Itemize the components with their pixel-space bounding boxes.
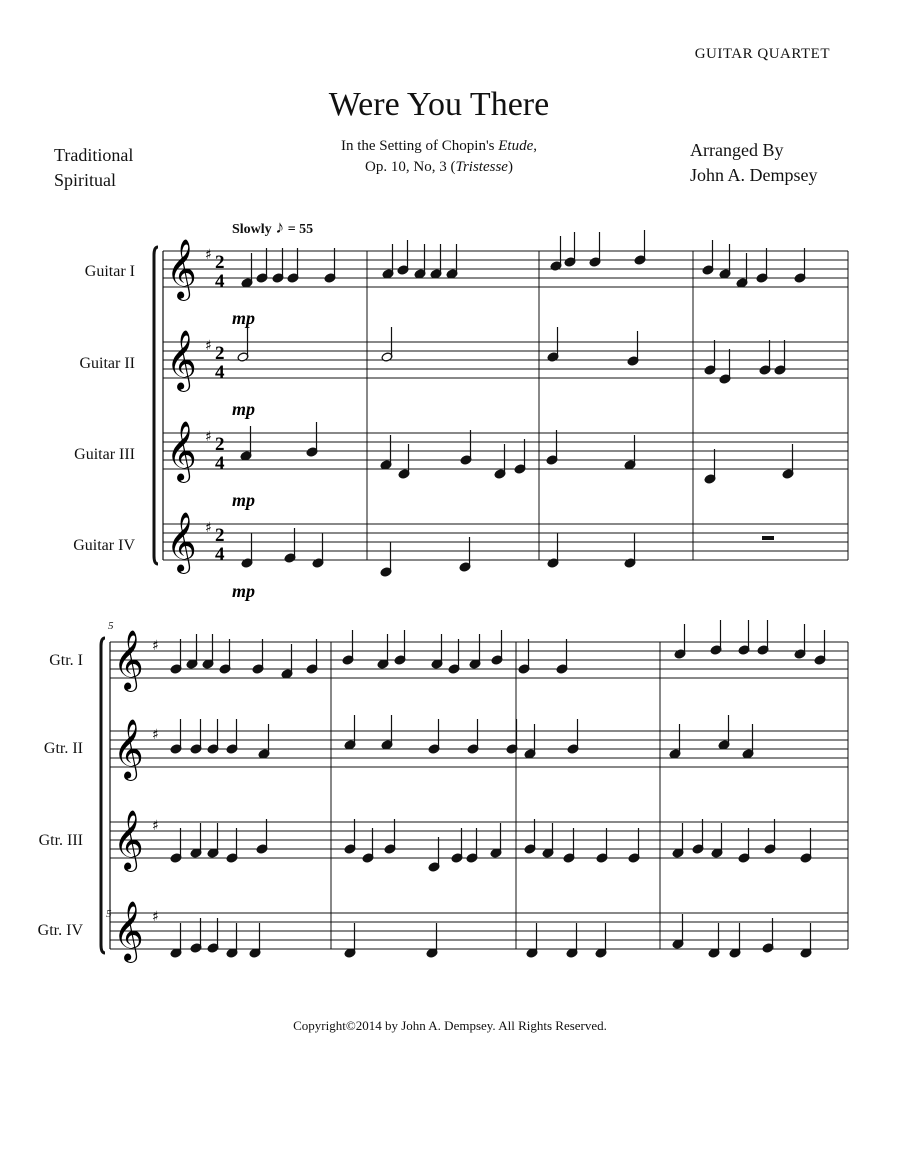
subtitle-line2-end: ) [507, 159, 513, 175]
system-bracket [101, 638, 105, 953]
time-signature-bottom: 4 [215, 362, 225, 383]
sharp-icon: ♯ [152, 909, 159, 925]
subtitle-line1-end: , [533, 138, 538, 154]
sharp-icon: ♯ [152, 818, 159, 834]
time-signature-top: 2 [215, 343, 225, 364]
dynamic-mp: mp [232, 399, 256, 419]
dynamic-mp: mp [232, 581, 256, 601]
arranger-line2: John A. Dempsey [690, 165, 818, 185]
treble-clef-icon: 𝄞 [113, 901, 144, 961]
instrument-short-label-2: Gtr. II [43, 740, 83, 757]
instrument-short-label-4: Gtr. IV [37, 922, 83, 939]
subtitle-italic-1: Etude [498, 138, 534, 154]
time-signature-top: 2 [215, 434, 225, 455]
sharp-icon: ♯ [205, 338, 212, 354]
subtitle-line1: In the Setting of Chopin's [340, 138, 499, 154]
arranger-line1: Arranged By [690, 140, 784, 160]
instrument-short-label-1: Gtr. I [49, 652, 83, 669]
sharp-icon: ♯ [205, 429, 212, 445]
treble-clef-icon: 𝄞 [113, 630, 144, 690]
time-signature-top: 2 [215, 252, 225, 273]
instrument-label-2: Guitar II [79, 355, 135, 372]
treble-clef-icon: 𝄞 [113, 810, 144, 870]
measure-number-staff4: 5 [106, 908, 112, 920]
tempo-value: = 55 [287, 222, 314, 237]
measure-number: 5 [108, 620, 114, 632]
copyright-notice: Copyright©2014 by John A. Dempsey. All Rights Reserved. [293, 1018, 607, 1033]
treble-clef-icon: 𝄞 [166, 512, 197, 572]
treble-clef-icon: 𝄞 [166, 421, 197, 481]
eighth-note-icon: ♪ [275, 217, 285, 237]
sharp-icon: ♯ [205, 247, 212, 263]
system-bracket [154, 247, 158, 564]
ensemble-label: GUITAR QUARTET [694, 46, 830, 62]
time-signature-bottom: 4 [215, 453, 225, 474]
composer-line2: Spiritual [54, 170, 116, 190]
composer-line1: Traditional [54, 145, 134, 165]
instrument-label-4: Guitar IV [73, 537, 135, 554]
tempo-word: Slowly [232, 222, 272, 237]
time-signature-bottom: 4 [215, 544, 225, 565]
treble-clef-icon: 𝄞 [166, 330, 197, 390]
sharp-icon: ♯ [205, 520, 212, 536]
time-signature-bottom: 4 [215, 271, 225, 292]
subtitle-line2: Op. 10, No, 3 ( [365, 159, 456, 175]
subtitle-italic-2: Tristesse [455, 159, 508, 175]
treble-clef-icon: 𝄞 [166, 239, 197, 299]
treble-clef-icon: 𝄞 [113, 719, 144, 779]
dynamic-mp: mp [232, 308, 256, 328]
time-signature-top: 2 [215, 525, 225, 546]
dynamic-mp: mp [232, 490, 256, 510]
instrument-short-label-3: Gtr. III [38, 832, 83, 849]
instrument-label-3: Guitar III [74, 446, 135, 463]
sharp-icon: ♯ [152, 638, 159, 654]
sharp-icon: ♯ [152, 727, 159, 743]
page-title: Were You There [328, 86, 550, 123]
instrument-label-1: Guitar I [84, 263, 135, 280]
